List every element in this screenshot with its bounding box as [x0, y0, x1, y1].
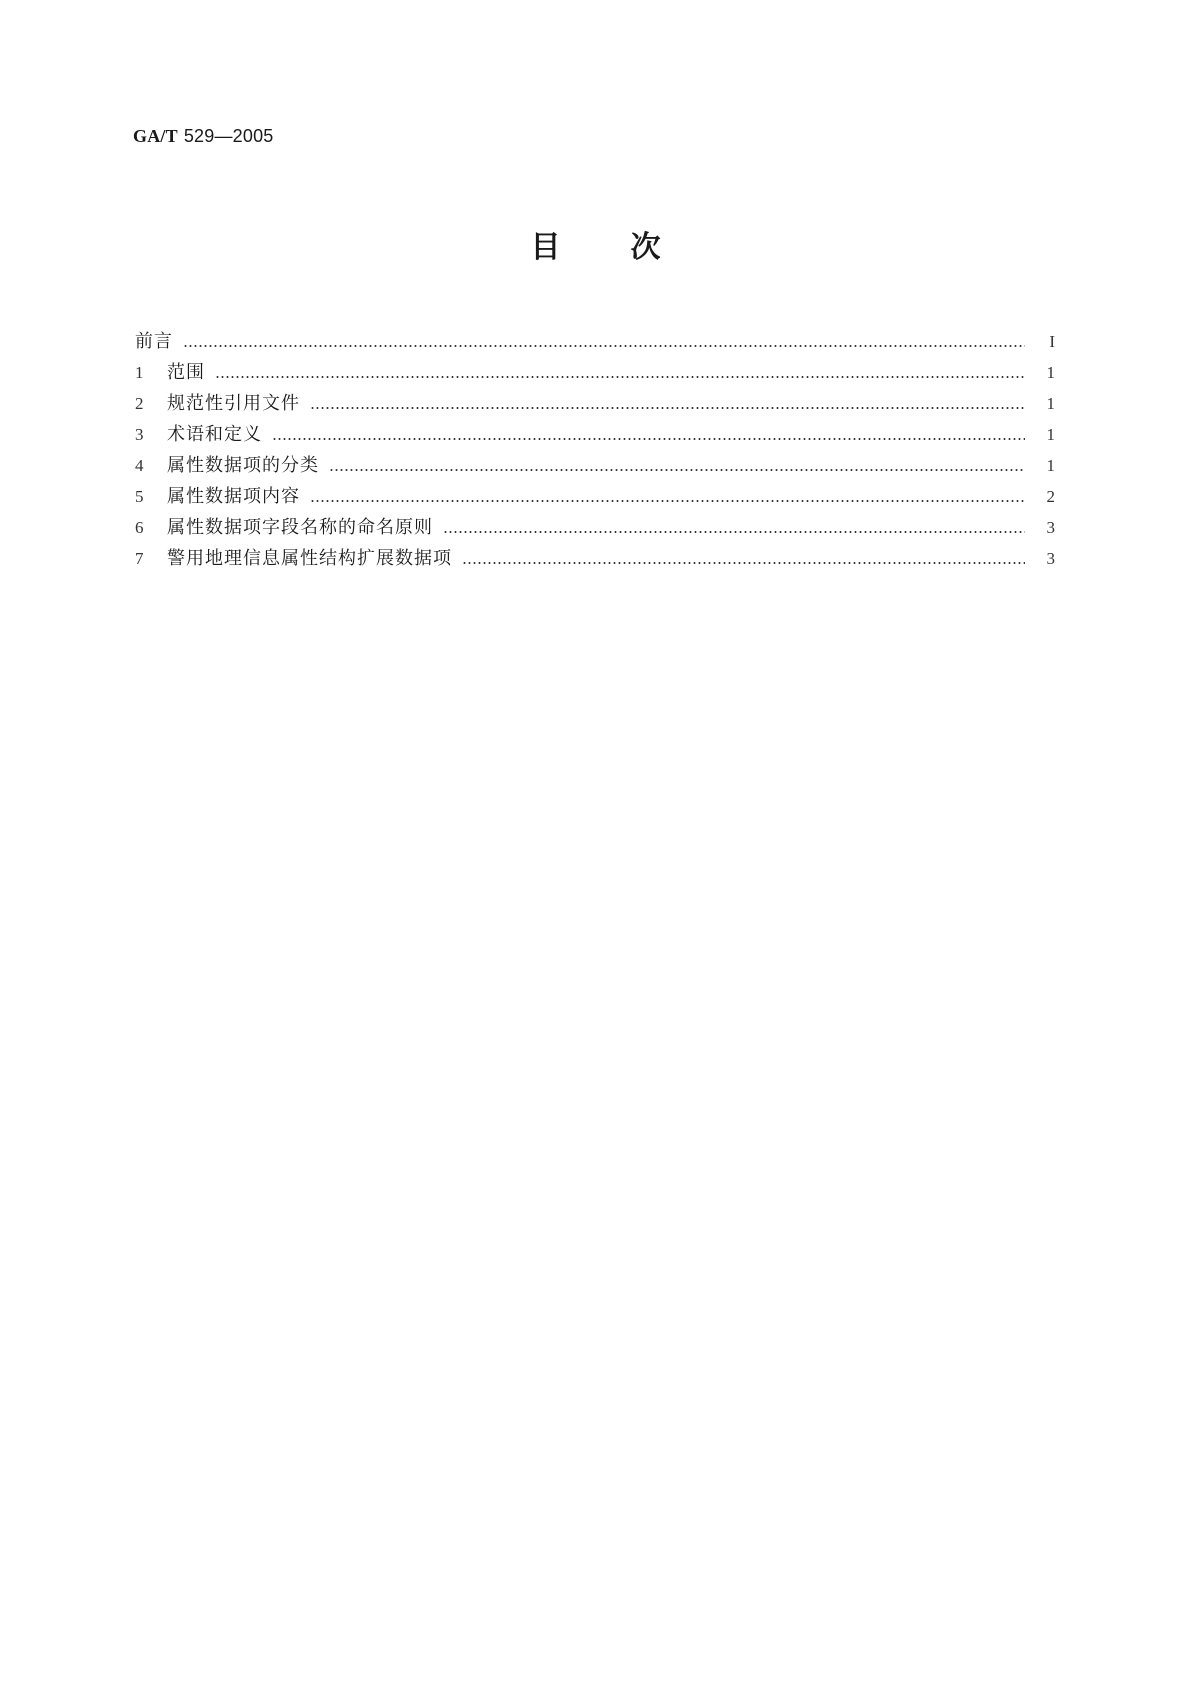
- toc-entry-page: I: [1049, 332, 1055, 351]
- toc-entry-number: 4: [135, 456, 144, 475]
- toc-entry-number: 2: [135, 394, 144, 413]
- toc-entry-page: 3: [1046, 549, 1055, 568]
- toc-entry-label: 范围: [167, 362, 205, 383]
- toc-entry-page: 1: [1046, 456, 1055, 475]
- toc-entry-label: 警用地理信息属性结构扩展数据项: [167, 548, 452, 569]
- toc-entry-number: 6: [135, 518, 144, 537]
- toc-entry-1[interactable]: [135, 357, 1055, 388]
- toc-entry-label: 属性数据项内容: [167, 486, 300, 507]
- toc-entry-7[interactable]: [135, 543, 1055, 574]
- toc-entry-number: 5: [135, 487, 144, 506]
- toc-entry-page: 2: [1046, 487, 1055, 506]
- page-title: [0, 228, 1191, 268]
- table-of-contents: [135, 326, 1055, 574]
- toc-dot-leader: [215, 376, 1025, 378]
- toc-entry-page: 3: [1046, 518, 1055, 537]
- toc-entry-number: 7: [135, 549, 144, 568]
- toc-entry-label: 属性数据项字段名称的命名原则: [167, 517, 433, 538]
- toc-entry-label: 属性数据项的分类: [167, 455, 319, 476]
- toc-entry-label: 术语和定义: [167, 424, 262, 445]
- toc-dot-leader: [462, 562, 1025, 564]
- toc-entry-label: 前言: [135, 331, 173, 352]
- toc-dot-leader: [329, 469, 1025, 471]
- toc-entry-5[interactable]: [135, 481, 1055, 512]
- page-title-char-1: 目: [530, 230, 561, 265]
- toc-entry-4[interactable]: [135, 450, 1055, 481]
- toc-entry-number: 1: [135, 363, 144, 382]
- toc-entry-6[interactable]: [135, 512, 1055, 543]
- toc-entry-page: 1: [1046, 425, 1055, 444]
- page-title-char-2: 次: [630, 230, 661, 265]
- toc-entry-number: 3: [135, 425, 144, 444]
- toc-entry-label: 规范性引用文件: [167, 393, 300, 414]
- toc-dot-leader: [183, 345, 1025, 347]
- toc-dot-leader: [272, 438, 1025, 440]
- toc-entry-3[interactable]: [135, 419, 1055, 450]
- toc-dot-leader: [310, 407, 1025, 409]
- toc-dot-leader: [443, 531, 1025, 533]
- standard-code-prefix: GA/T: [133, 126, 178, 146]
- toc-dot-leader: [310, 500, 1025, 502]
- toc-entry-page: 1: [1046, 363, 1055, 382]
- standard-code-number: 529—2005: [183, 126, 274, 146]
- toc-entry-2[interactable]: [135, 388, 1055, 419]
- toc-entry-foreword[interactable]: [135, 326, 1055, 357]
- standard-code: [133, 126, 274, 147]
- toc-entry-page: 1: [1046, 394, 1055, 413]
